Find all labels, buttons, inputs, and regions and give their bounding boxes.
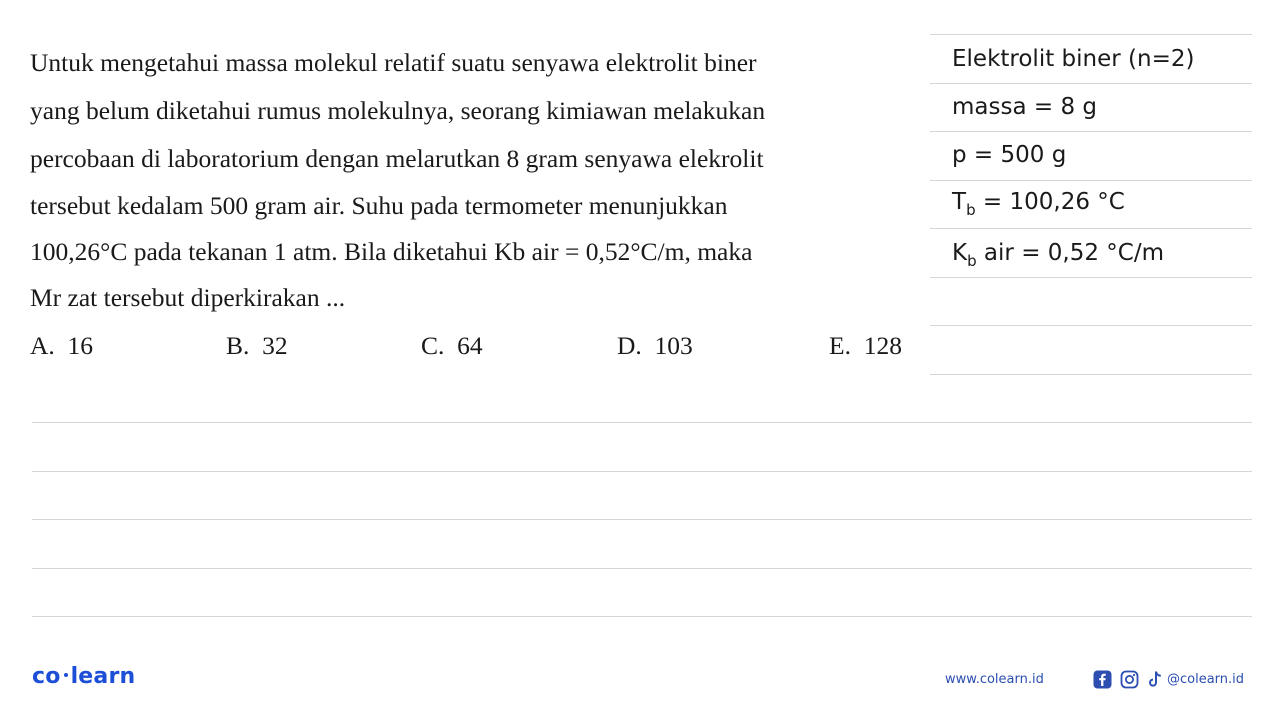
page-rule	[32, 568, 1252, 569]
question-line: tersebut kedalam 500 gram air. Suhu pada termometer menunjukkan	[30, 191, 728, 220]
tiktok-icon[interactable]	[1147, 670, 1164, 689]
note-rule	[930, 325, 1252, 326]
note-rule	[930, 34, 1252, 35]
page-rule	[32, 471, 1252, 472]
note-rule	[930, 277, 1252, 278]
note-rule	[930, 180, 1252, 181]
note-kb	[952, 239, 1165, 270]
option-letter: E.	[829, 331, 851, 360]
option-e[interactable]	[829, 332, 902, 360]
option-b[interactable]	[226, 332, 288, 360]
option-c[interactable]	[421, 332, 483, 360]
option-value: 64	[457, 331, 483, 360]
note-rule	[930, 131, 1252, 132]
social-icons	[1093, 668, 1164, 690]
note-symbol: K	[952, 240, 968, 266]
question-line: Mr zat tersebut diperkirakan ...	[30, 283, 346, 312]
note-subscript: b	[966, 201, 976, 219]
note-solvent-mass: p = 500 g	[952, 142, 1067, 168]
note-rule	[930, 374, 1252, 375]
page-rule	[32, 616, 1252, 617]
website-link[interactable]: www.colearn.id	[945, 672, 1044, 687]
note-electrolyte: Elektrolit biner (n=2)	[952, 46, 1195, 72]
option-letter: C.	[421, 331, 445, 360]
note-value: = 100,26 °C	[975, 189, 1125, 215]
option-letter: B.	[226, 331, 250, 360]
logo-part: co	[32, 664, 61, 689]
question-line: yang belum diketahui rumus molekulnya, seorang kimiawan melakukan	[30, 96, 766, 125]
option-value: 32	[262, 331, 288, 360]
colearn-logo	[32, 664, 135, 689]
option-value: 128	[863, 331, 902, 360]
page-rule	[32, 519, 1252, 520]
note-mass: massa = 8 g	[952, 94, 1097, 120]
option-letter: D.	[617, 331, 642, 360]
note-value: air = 0,52 °C/m	[976, 240, 1165, 266]
question-line: 100,26°C pada tekanan 1 atm. Bila diketahui Kb air = 0,52°C/m, maka	[30, 237, 753, 266]
option-a[interactable]	[30, 332, 93, 360]
note-rule	[930, 83, 1252, 84]
question-line: percobaan di laboratorium dengan melarutkan 8 gram senyawa elekrolit	[30, 144, 764, 173]
note-rule	[930, 228, 1252, 229]
option-d[interactable]	[617, 332, 693, 360]
question-line: Untuk mengetahui massa molekul relatif suatu senyawa elektrolit biner	[30, 48, 757, 77]
instagram-icon[interactable]	[1120, 670, 1139, 689]
page-rule	[32, 422, 1252, 423]
facebook-icon[interactable]	[1093, 670, 1112, 689]
note-boiling-point	[952, 188, 1125, 219]
logo-part: learn	[70, 664, 136, 689]
social-handle[interactable]: @colearn.id	[1167, 672, 1245, 687]
note-subscript: b	[967, 252, 977, 270]
option-letter: A.	[30, 331, 55, 360]
option-value: 16	[67, 331, 94, 360]
option-value: 103	[654, 331, 693, 360]
note-symbol: T	[952, 189, 967, 215]
logo-dot	[64, 673, 68, 677]
